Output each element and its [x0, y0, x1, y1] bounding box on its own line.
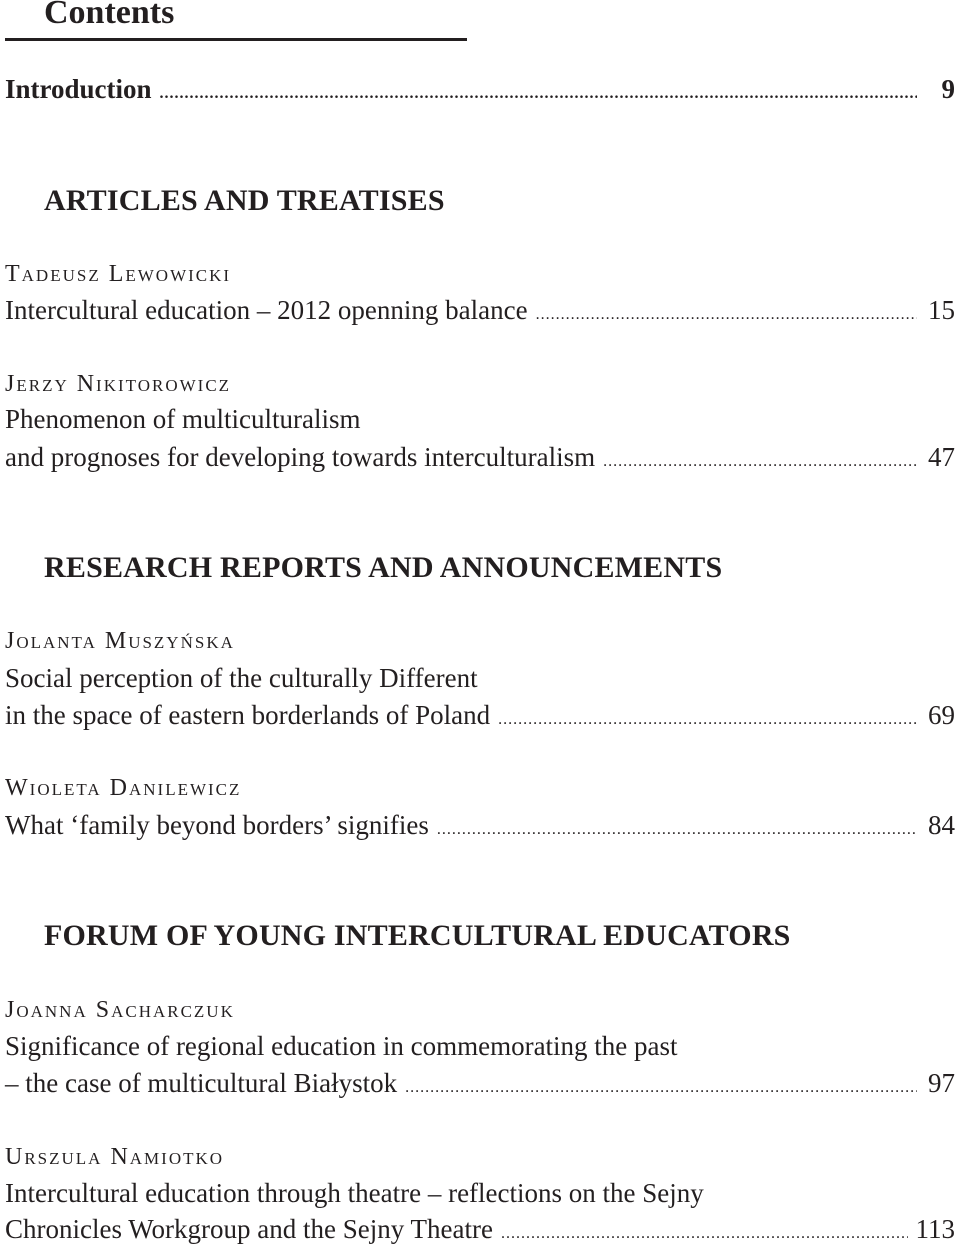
entry-title: in the space of eastern borderlands of Poland: [5, 700, 491, 730]
entry-author: Tadeusz Lewowicki: [5, 261, 232, 287]
section-heading-research: RESEARCH REPORTS AND ANNOUNCEMENTS: [44, 551, 723, 584]
entry-author: Joanna Sacharczuk: [5, 997, 235, 1023]
page-number: 47: [928, 442, 955, 472]
contents-heading: Contents: [44, 0, 175, 31]
entry-title-line: Social perception of the culturally Different: [5, 663, 478, 693]
heading-rule: [5, 38, 467, 41]
entry-author: Jolanta Muszyńska: [5, 628, 235, 654]
entry-author: Jerzy Nikitorowicz: [5, 371, 232, 397]
dot-leader: [498, 702, 917, 738]
toc-entry[interactable]: [5, 807, 955, 848]
toc-entry[interactable]: [5, 697, 955, 738]
dot-leader: [437, 812, 917, 848]
entry-author: Wioleta Danilewicz: [5, 775, 242, 801]
entry-title: Intercultural education – 2012 openning balance: [5, 295, 528, 325]
entry-title-line: Phenomenon of multiculturalism: [5, 404, 361, 434]
toc-entry-introduction[interactable]: [5, 71, 955, 112]
page-number: 69: [928, 700, 955, 730]
entry-author: Urszula Namiotko: [5, 1144, 225, 1170]
entry-title: What ‘family beyond borders’ signifies: [5, 810, 429, 840]
dot-leader: [405, 1070, 917, 1106]
dot-leader: [536, 297, 917, 333]
entry-title: – the case of multicultural Białystok: [5, 1068, 398, 1098]
entry-title: and prognoses for developing towards interculturalism: [5, 442, 596, 472]
dot-leader: [603, 444, 917, 480]
page-number: 113: [915, 1214, 955, 1244]
toc-entry[interactable]: [5, 1211, 955, 1252]
dot-leader: [160, 76, 917, 112]
entry-title-line: Intercultural education through theatre – reflections on the Sejny: [5, 1178, 704, 1208]
section-heading-articles: ARTICLES AND TREATISES: [44, 184, 445, 217]
section-heading-forum: FORUM OF YOUNG INTERCULTURAL EDUCATORS: [44, 919, 791, 952]
toc-entry[interactable]: [5, 292, 955, 333]
toc-entry[interactable]: [5, 1065, 955, 1106]
entry-title: Chronicles Workgroup and the Sejny Theatre: [5, 1214, 493, 1244]
page-number: 84: [928, 810, 955, 840]
entry-title: Introduction: [5, 74, 152, 104]
page-number: 97: [928, 1068, 955, 1098]
page-number: 15: [928, 295, 955, 325]
entry-title-line: Significance of regional education in commemorating the past: [5, 1031, 678, 1061]
page-number: 9: [941, 74, 955, 104]
toc-entry[interactable]: [5, 439, 955, 480]
